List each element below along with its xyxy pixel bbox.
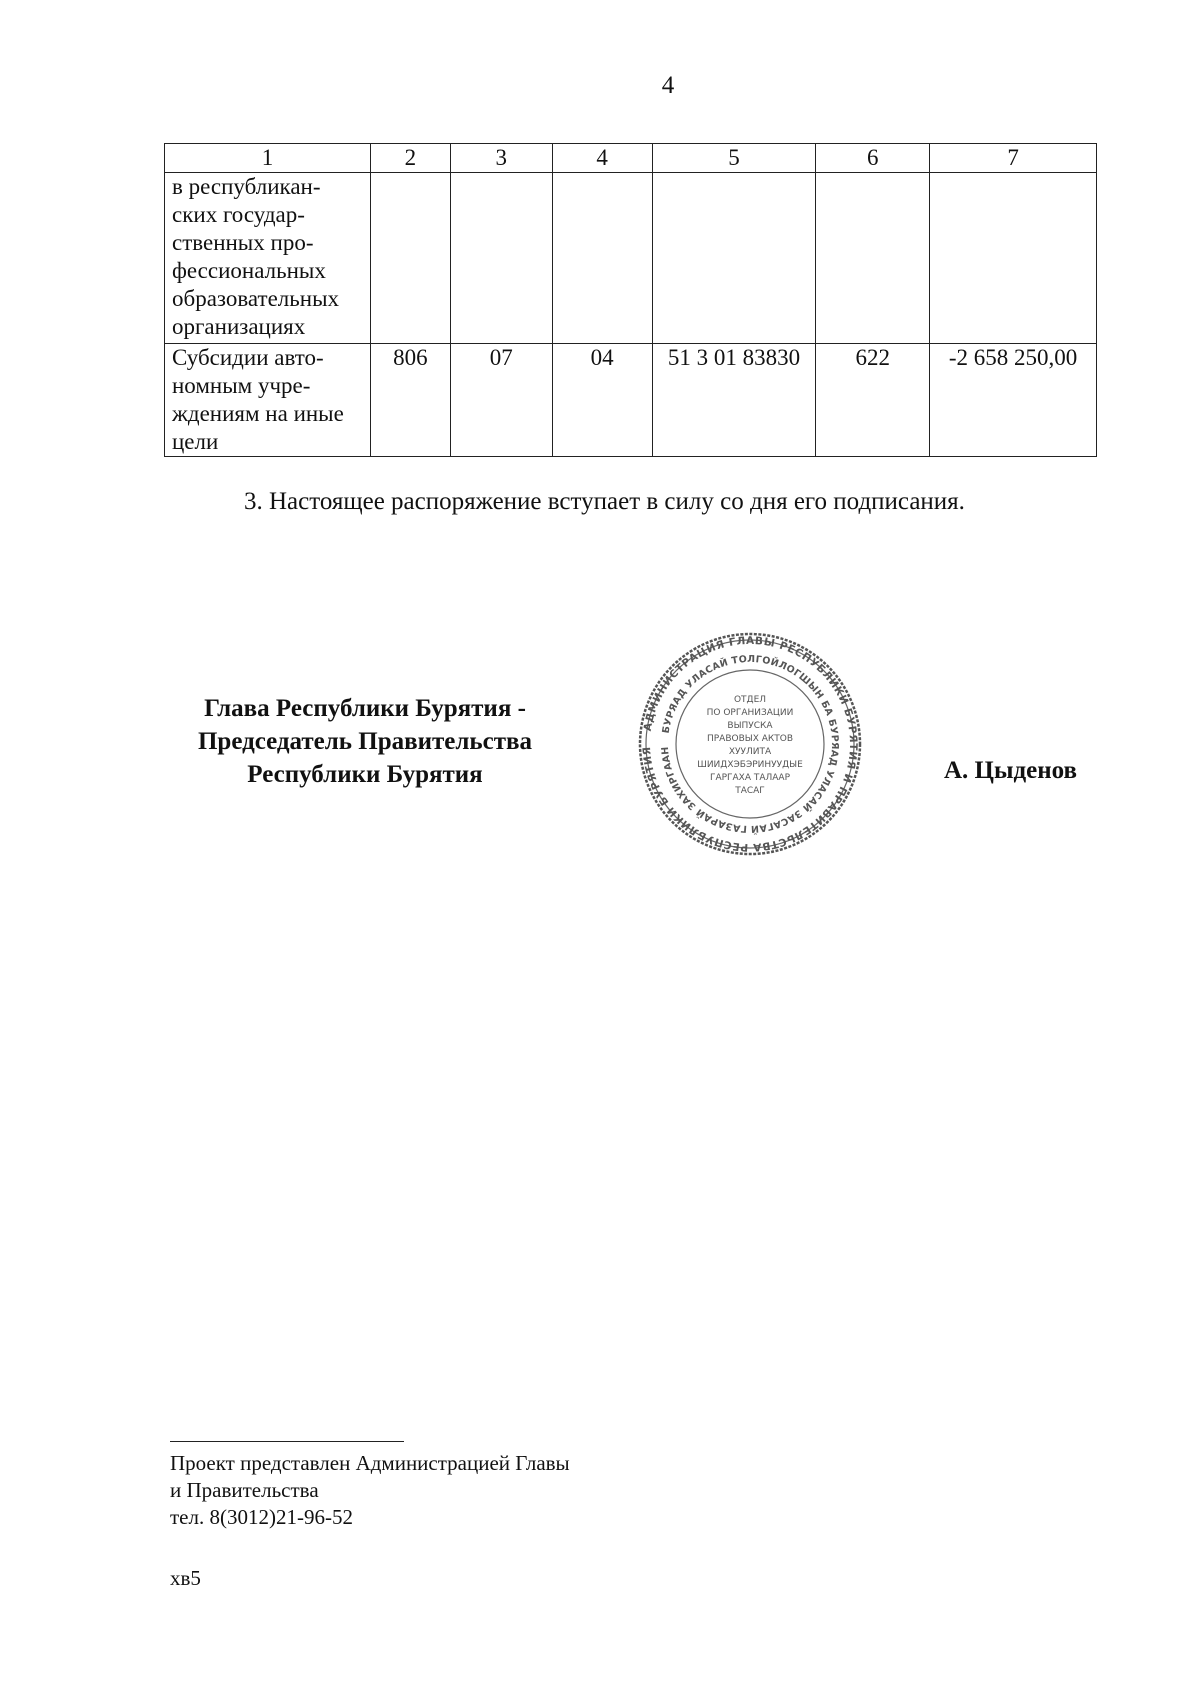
row-name-line: цели (172, 429, 219, 454)
seal-center-line: ПРАВОВЫХ АКТОВ (706, 734, 794, 744)
row-name-line: номным учре- (172, 373, 311, 398)
footnote-line: тел. 8(3012)21-96-52 (170, 1505, 353, 1529)
signatory-name: А. Цыденов (944, 757, 1078, 784)
row-name-line: образовательных (172, 286, 340, 311)
seal-inner-text: БУРЯАД УЛАСАЙ ТОЛГОЙЛОГШЫН БА БУРЯАД УЛАСАЙ ЗАСАГАЙ ГАЗАРАЙ ЗАХИРГААН (659, 653, 841, 835)
signatory-title-line: Глава Республики Бурятия - (204, 695, 526, 722)
page-number: 4 (661, 72, 675, 99)
seal-center-line: ОТДЕЛ (733, 695, 767, 705)
row-name-line: ждениям на иные (172, 401, 344, 426)
row-name-line: ских государ- (172, 202, 305, 227)
table-header-row (165, 144, 1097, 173)
row-name-cell (165, 344, 371, 457)
svg-text:АДМИНИСТРАЦИЯ ГЛАВЫ РЕСПУБЛИКИ (641, 635, 859, 853)
expense-type-cell: 622 (816, 344, 930, 457)
row-name-cell (165, 173, 371, 344)
table-row (165, 344, 1097, 457)
seal-center-line: ТАСАГ (735, 786, 765, 796)
footnote-line: и Правительства (170, 1478, 319, 1502)
official-seal-icon (636, 630, 864, 858)
row-name-line: ственных про- (172, 230, 314, 255)
code-gr-cell: 806 (370, 344, 450, 457)
footnote-divider (170, 1441, 404, 1442)
column-header: 1 (165, 144, 371, 173)
clause-text: 3. Настоящее распоряжение вступает в силу со дня его подписания. (244, 488, 965, 515)
row-name-line: в республикан- (172, 174, 321, 199)
table-row (165, 173, 1097, 344)
signatory-title-line: Председатель Правительства (197, 728, 533, 755)
seal-center-line: ПО ОРГАНИЗАЦИИ (706, 708, 794, 718)
table-cell (552, 173, 652, 344)
column-header: 3 (450, 144, 552, 173)
table-cell (370, 173, 450, 344)
document-code: хв5 (170, 1566, 201, 1590)
svg-text:БУРЯАД УЛАСАЙ ТОЛГОЙЛОГШЫН БА (660, 654, 840, 835)
table-cell (816, 173, 930, 344)
table-cell (930, 173, 1097, 344)
signatory-title-line: Республики Бурятия (247, 761, 483, 788)
row-name-line: Субсидии авто- (172, 345, 324, 370)
table-cell (652, 173, 816, 344)
signatory-title (150, 692, 580, 791)
footnote-line: Проект представлен Администрацией Главы (170, 1451, 570, 1475)
seal-center-line: ГАРГАХА ТАЛААР (709, 773, 791, 783)
seal-outer-text: АДМИНИСТРАЦИЯ ГЛАВЫ РЕСПУБЛИКИ БУРЯТИЯ И ПРАВИТЕЛЬСТВА РЕСПУБЛИКИ БУРЯТИЯ (640, 634, 860, 854)
seal-center-line: ШИИДХЭБЭРИНУУДЫЕ (697, 760, 803, 770)
row-name-line: организациях (172, 314, 306, 339)
column-header: 7 (930, 144, 1097, 173)
column-header: 2 (370, 144, 450, 173)
amount-cell: -2 658 250,00 (930, 344, 1097, 457)
subsection-cell: 04 (552, 344, 652, 457)
column-header: 5 (652, 144, 816, 173)
seal-center-line: ХУУЛИТА (728, 747, 772, 757)
budget-table (164, 143, 1097, 457)
footnote (170, 1450, 570, 1531)
column-header: 6 (816, 144, 930, 173)
row-name-line: фессиональных (172, 258, 326, 283)
table-cell (450, 173, 552, 344)
target-article-cell: 51 3 01 83830 (652, 344, 816, 457)
section-cell: 07 (450, 344, 552, 457)
column-header: 4 (552, 144, 652, 173)
seal-center-line: ВЫПУСКА (727, 721, 773, 731)
